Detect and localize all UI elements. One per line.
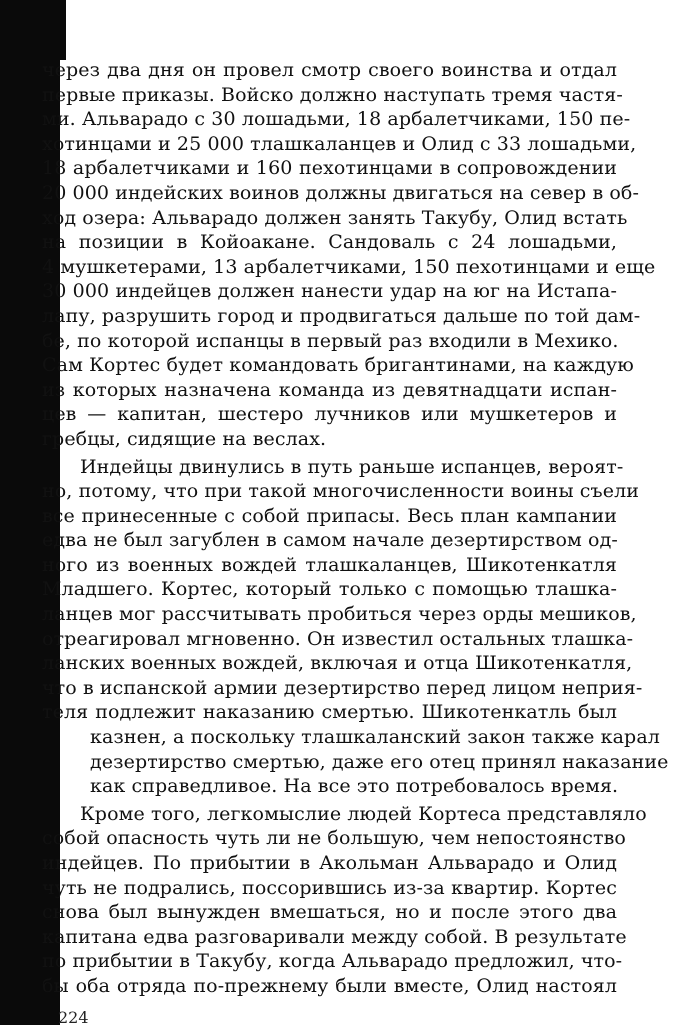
text-line: через два дня он провел смотр своего воинства и отдал	[42, 59, 617, 81]
text-line: как справедливое. На все это потребовалось время.	[90, 775, 619, 798]
text-line: едва не был загублен в самом начале дезертирством од-	[42, 529, 618, 552]
paragraph-2	[42, 455, 669, 799]
text-line: бе, по которой испанцы в первый раз входили в Мехико.	[42, 329, 619, 352]
text-line: 30 000 индейцев должен нанести удар на юг на Истапа-	[42, 280, 617, 303]
paragraph-1	[42, 58, 656, 452]
text-line: первые приказы. Войско должно наступать тремя частя-	[42, 83, 623, 106]
text-line: по прибытии в Такубу, когда Альварадо предложил, что-	[42, 950, 623, 973]
text-line: собой опасность чуть ли не большую, чем непостоянство	[42, 827, 626, 850]
text-line: 20 000 индейских воинов должны двигаться на север в об-	[42, 181, 639, 204]
text-line: Сам Кортес будет командовать бригантинами, на каждую	[42, 354, 634, 377]
text-line: 18 арбалетчиками и 160 пехотинцами в сопровождении	[42, 157, 617, 180]
text-line: ланцев мог рассчитывать пробиться через орды мешиков,	[42, 603, 637, 626]
page-number: 224	[58, 1008, 89, 1027]
text-line: гребцы, сидящие на веслах.	[42, 427, 327, 450]
text-line: ход озера: Альварадо должен занять Такубу, Олид встать	[42, 206, 628, 229]
binding-shadow-top	[60, 0, 66, 60]
text-line: 4 мушкетерами, 13 арбалетчиками, 150 пехотинцами и еще	[42, 255, 656, 278]
text-line: капитана едва разговаривали между собой. В результате	[42, 925, 627, 948]
text-line: ми. Альварадо с 30 лошадьми, 18 арбалетчиками, 150 пе-	[42, 108, 631, 131]
text-line: лапу, разрушить город и продвигаться дальше по той дам-	[42, 304, 641, 327]
text-line: Индейцы двинулись в путь раньше испанцев, вероят-	[80, 455, 624, 478]
text-line: все принесенные с собой припасы. Весь план кампании	[42, 504, 617, 527]
text-line: ланских военных вождей, включая и отца Шикотенкатля,	[42, 652, 633, 675]
text-line: на позиции в Койоакане. Сандоваль с 24 лошадьми,	[42, 231, 617, 254]
text-line: хотинцами и 25 000 тлашкаланцев и Олид с 33 лошадьми,	[42, 132, 637, 155]
text-line: Младшего. Кортес, который только с помощью тлашка-	[42, 578, 617, 601]
text-line: казнен, а поскольку тлашкаланский закон также карал	[90, 726, 660, 749]
text-line: индейцев. По прибытии в Акольман Альварадо и Олид	[42, 852, 617, 874]
book-page	[42, 58, 669, 999]
text-line: что в испанской армии дезертирство перед лицом неприя-	[42, 676, 643, 699]
text-line: теля подлежит наказанию смертью. Шикотенкатль был	[42, 701, 617, 724]
text-line: дезертирство смертью, даже его отец принял наказание	[90, 750, 669, 773]
text-line: из которых назначена команда из девятнадцати испан-	[42, 378, 617, 401]
text-line: снова был вынужден вмешаться, но и после этого два	[42, 901, 617, 924]
text-line: чуть не подрались, поссорившись из-за квартир. Кортес	[42, 876, 617, 899]
text-line: отреагировал мгновенно. Он известил остальных тлашка-	[42, 627, 634, 650]
text-line: ного из военных вождей тлашкаланцев, Шикотенкатля	[42, 553, 617, 576]
text-line: Кроме того, легкомыслие людей Кортеса представляло	[80, 802, 647, 825]
text-line: цев — капитан, шестеро лучников или мушкетеров и	[42, 403, 617, 426]
paragraph-3	[42, 802, 647, 999]
text-line: но, потому, что при такой многочисленности воины съели	[42, 480, 640, 503]
text-line: бы оба отряда по-прежнему были вместе, Олид настоял	[42, 974, 617, 997]
